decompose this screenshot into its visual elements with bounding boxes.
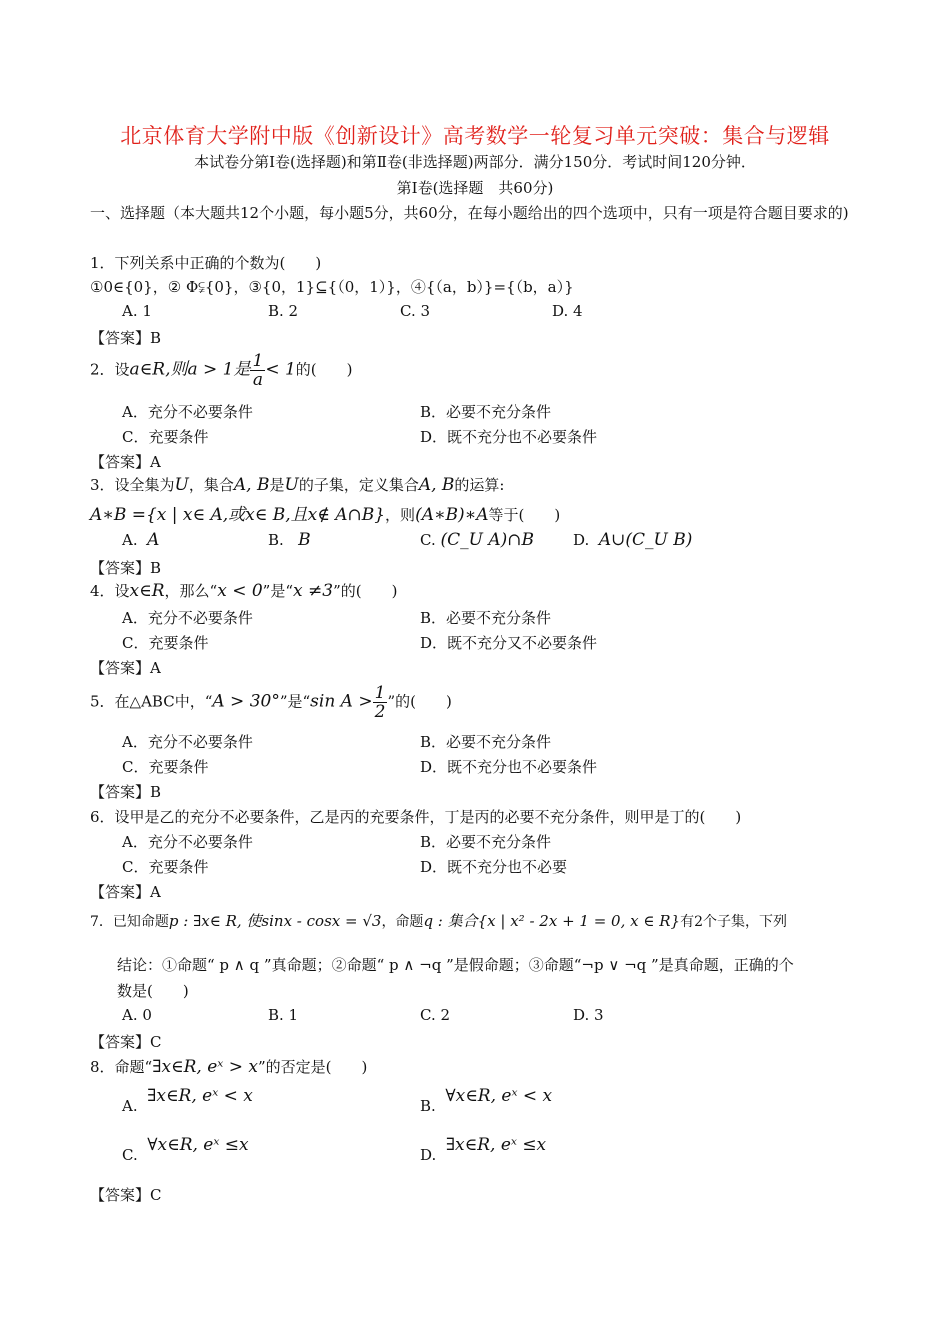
question-4-stem xyxy=(90,580,397,601)
q7-pre: 7．已知命题 xyxy=(90,914,169,930)
q3-opt-d-math: A∪(C_U B) xyxy=(598,530,693,550)
q8-opt-b-label: B. xyxy=(420,1097,436,1115)
question-6-option-d: D．既不充分也不必要 xyxy=(420,858,568,876)
q3-def-mid: ，则 xyxy=(385,506,416,524)
q5-mid: ”是“ xyxy=(279,692,311,711)
question-1-answer: 【答案】B xyxy=(90,329,162,347)
q4-math: x∈R xyxy=(129,581,165,601)
question-7-option-d: D. 3 xyxy=(573,1006,604,1024)
section-intro: 一、选择题（本大题共12个小题，每小题5分，共60分，在每小题给出的四个选项中，只有一项是符合题目要求的) xyxy=(90,204,849,222)
q2-math: a∈R,则a > 1是 xyxy=(129,359,251,380)
q3-opt-c-math: (C_U A)∩B xyxy=(440,530,535,550)
q2-pre: 2．设 xyxy=(90,360,130,379)
question-7-option-a: A. 0 xyxy=(122,1006,152,1024)
question-6-option-c: C．充要条件 xyxy=(122,858,209,876)
q8-opt-c-math: ∀x∈R, eˣ ≤x xyxy=(147,1135,249,1155)
q8-opt-a-label: A. xyxy=(122,1097,138,1115)
q3-mid: ，集合 xyxy=(188,476,234,494)
q3-opt-b-label: B. xyxy=(268,531,284,549)
question-4-option-b: B．必要不充分条件 xyxy=(420,609,552,627)
question-7-prompt: 数是( ) xyxy=(117,982,189,1000)
exam-intro: 本试卷分第Ⅰ卷(选择题)和第Ⅱ卷(非选择题)两部分．满分150分．考试时间120分钟． xyxy=(194,153,756,171)
q8-opt-d-math: ∃x∈R, eˣ ≤x xyxy=(445,1135,547,1155)
q4-math2: x < 0 xyxy=(217,581,263,601)
question-8-option-d xyxy=(420,1135,547,1164)
q5-math2: sin A > xyxy=(310,691,373,712)
question-1-stem: 1．下列关系中正确的个数为( ) xyxy=(90,254,322,272)
question-2-option-c: C．充要条件 xyxy=(122,428,209,446)
page-title: 北京体育大学附中版《创新设计》高考数学一轮复习单元突破：集合与逻辑 xyxy=(120,124,830,148)
q8-pre: 8．命题“ xyxy=(90,1058,153,1076)
question-8-stem xyxy=(90,1056,367,1077)
q2-post: 的( ) xyxy=(295,360,353,379)
q4-math3: x ≠3 xyxy=(293,581,334,601)
q3-opt-b-math: B xyxy=(298,530,311,550)
q8-opt-d-label: D. xyxy=(420,1146,437,1164)
question-4-option-c: C．充要条件 xyxy=(122,634,209,652)
q7-mid: ，命题 xyxy=(381,914,424,930)
q4-post: ”的( ) xyxy=(333,582,398,600)
question-4-option-a: A．充分不必要条件 xyxy=(122,609,253,627)
q3-opt-c-label: C. xyxy=(420,531,436,549)
question-3-stem xyxy=(90,474,504,495)
question-2-option-a: A．充分不必要条件 xyxy=(122,403,253,421)
q8-math: ∃x∈R, eˣ > x xyxy=(152,1057,258,1077)
q7-post: 有2个子集，下列 xyxy=(680,914,787,930)
q5-frac-den: 2 xyxy=(374,702,386,722)
q3-ab2: A, B xyxy=(418,475,455,495)
q8-opt-c-label: C. xyxy=(122,1146,138,1164)
question-1-option-a: A. 1 xyxy=(122,302,152,320)
q8-post: ”的否定是( ) xyxy=(257,1058,368,1076)
question-3-option-a xyxy=(122,530,159,550)
q3-end: 的运算: xyxy=(454,476,505,494)
question-1-option-b: B. 2 xyxy=(268,302,299,320)
question-5-option-c: C．充要条件 xyxy=(122,758,209,776)
question-6-answer: 【答案】A xyxy=(90,883,161,901)
q3-pre: 3．设全集为 xyxy=(90,476,175,494)
question-8-answer: 【答案】C xyxy=(90,1186,162,1204)
q4-mid: ，那么“ xyxy=(164,582,218,600)
question-5-option-d: D．既不充分也不必要条件 xyxy=(420,758,598,776)
q5-frac-num: 1 xyxy=(374,683,386,703)
q4-pre: 4．设 xyxy=(90,582,130,600)
question-5-stem xyxy=(90,684,452,721)
question-6-stem: 6．设甲是乙的充分不必要条件，乙是丙的充要条件，丁是丙的必要不充分条件，则甲是丁的( ) xyxy=(90,808,742,826)
question-7-answer: 【答案】C xyxy=(90,1033,162,1051)
question-1-option-c: C. 3 xyxy=(400,302,431,320)
q3-opt-a-math: A xyxy=(147,530,160,550)
question-7-stem xyxy=(90,910,787,931)
q4-mid2: ”是“ xyxy=(262,582,294,600)
q2-fraction xyxy=(250,352,265,389)
question-3-option-b xyxy=(268,530,311,550)
q7-math2: q : 集合{x | x² - 2x + 1 = 0, x ∈ R} xyxy=(423,912,681,930)
q3-opt-a-label: A. xyxy=(122,531,138,549)
q3-def-math: A∗B ={x | x∈ A,或x∈ B,且x∉ A∩B} xyxy=(90,505,386,525)
q3-post: 的子集，定义集合 xyxy=(298,476,419,494)
q3-mid2: 是 xyxy=(269,476,285,494)
question-6-option-b: B．必要不充分条件 xyxy=(420,833,552,851)
question-3-definition xyxy=(90,500,560,525)
question-4-option-d: D．既不充分又不必要条件 xyxy=(420,634,598,652)
question-2-stem xyxy=(90,352,353,389)
question-8-option-b xyxy=(420,1086,553,1115)
q7-math: p : ∃x∈ R, 使sinx - cosx = √3 xyxy=(168,912,382,930)
q2-frac-num: 1 xyxy=(252,351,264,371)
q5-math: A > 30° xyxy=(212,691,280,712)
question-5-option-a: A．充分不必要条件 xyxy=(122,733,253,751)
q5-fraction xyxy=(373,684,388,721)
question-3-option-d xyxy=(573,530,692,550)
q3-u2: U xyxy=(284,475,299,495)
question-2-answer: 【答案】A xyxy=(90,453,161,471)
question-3-option-c xyxy=(420,530,534,550)
question-2-option-d: D．既不充分也不必要条件 xyxy=(420,428,598,446)
q3-def-end: 等于( ) xyxy=(488,506,561,524)
part-heading: 第Ⅰ卷(选择题 共60分) xyxy=(396,179,554,197)
q3-opt-d-label: D. xyxy=(573,531,590,549)
question-3-answer: 【答案】B xyxy=(90,559,162,577)
q3-ab: A, B xyxy=(233,475,270,495)
q2-frac-den: a xyxy=(252,370,263,390)
question-2-option-b: B．必要不充分条件 xyxy=(420,403,552,421)
question-7-conclusions: 结论：①命题“ p ∧ q ”真命题；②命题“ p ∧ ¬q ”是假命题；③命题“¬p ∨ ¬q ”是真命题，正确的个 xyxy=(117,956,794,974)
question-8-option-c xyxy=(122,1135,249,1164)
question-6-option-a: A．充分不必要条件 xyxy=(122,833,253,851)
q8-opt-a-math: ∃x∈R, eˣ < x xyxy=(147,1086,253,1106)
q3-def-math2: (A∗B)∗A xyxy=(415,505,489,525)
question-7-option-c: C. 2 xyxy=(420,1006,451,1024)
q2-math2: < 1 xyxy=(265,359,296,380)
q8-opt-b-math: ∀x∈R, eˣ < x xyxy=(445,1086,553,1106)
question-1-option-d: D. 4 xyxy=(552,302,583,320)
question-4-answer: 【答案】A xyxy=(90,659,161,677)
q3-u: U xyxy=(174,475,189,495)
question-5-option-b: B．必要不充分条件 xyxy=(420,733,552,751)
question-7-option-b: B. 1 xyxy=(268,1006,299,1024)
question-5-answer: 【答案】B xyxy=(90,783,162,801)
q5-post: ”的( ) xyxy=(387,692,452,711)
question-1-statements: ①0∈{0}，② Φ⫋{0}，③{0，1}⊆{（0，1）}，④{（a，b）}={（b，a）} xyxy=(90,278,574,296)
q5-pre: 5．在△ABC中，“ xyxy=(90,692,213,711)
question-8-option-a xyxy=(122,1086,253,1115)
